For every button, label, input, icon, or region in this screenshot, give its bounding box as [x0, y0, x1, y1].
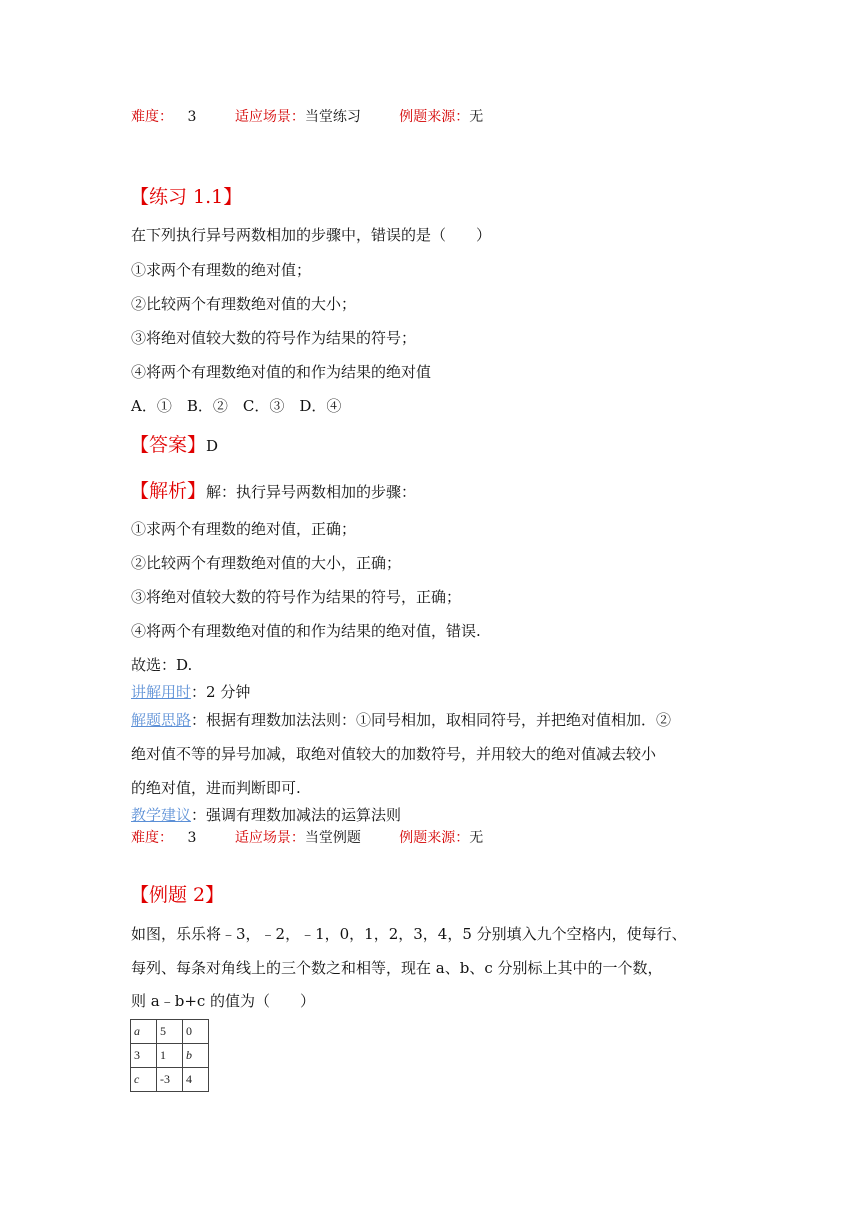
grid-cell: a	[131, 1020, 157, 1044]
difficulty-label: 难度：	[131, 830, 173, 846]
example-line-1: 如图，乐乐将﹣3，﹣2，﹣1，0，1，2，3，4，5 分别填入九个空格内，使每行、	[131, 925, 687, 943]
advice-label: 教学建议	[131, 806, 192, 824]
answer-line	[130, 430, 218, 457]
analysis-intro: 解：执行异号两数相加的步骤：	[206, 483, 417, 501]
scene-value: 当堂例题	[304, 830, 361, 846]
conclusion: 故选：D.	[131, 656, 193, 674]
grid-row	[131, 1020, 209, 1044]
analysis-line	[130, 476, 416, 503]
source-label: 例题来源：	[399, 830, 470, 846]
idea-line-1	[131, 709, 671, 730]
difficulty-value: 3	[187, 830, 197, 846]
example-heading: 【例题 2】	[130, 884, 225, 906]
scene-label: 适应场景：	[234, 109, 305, 125]
grid-cell: 5	[157, 1020, 183, 1044]
grid-cell: 1	[157, 1044, 183, 1068]
grid-cell: 4	[183, 1068, 209, 1092]
advice-text: ：强调有理数加减法的运算法则	[191, 806, 402, 824]
grid-row	[131, 1044, 209, 1068]
practice-step-3: ③将绝对值较大数的符号作为结果的符号；	[131, 329, 417, 347]
time-label: 讲解用时	[131, 683, 192, 701]
analysis-step-2: ②比较两个有理数绝对值的大小，正确；	[131, 554, 402, 572]
practice-step-4: ④将两个有理数绝对值的和作为结果的绝对值	[131, 363, 432, 381]
grid-cell: 3	[131, 1044, 157, 1068]
time-value: ：2 分钟	[191, 683, 251, 701]
example-line-3: 则 a﹣b+c 的值为（ ）	[131, 992, 316, 1010]
practice-options: A．① B．② C．③ D．④	[131, 397, 342, 415]
practice-step-2: ②比较两个有理数绝对值的大小；	[131, 295, 357, 313]
example-line-2: 每列、每条对角线上的三个数之和相等，现在 a、b、c 分别标上其中的一个数，	[131, 959, 663, 977]
grid-cell: -3	[157, 1068, 183, 1092]
analysis-step-3: ③将绝对值较大数的符号作为结果的符号，正确；	[131, 588, 462, 606]
analysis-heading: 【解析】	[130, 480, 207, 502]
grid-cell: 0	[183, 1020, 209, 1044]
idea-line-2: 绝对值不等的异号加减，取绝对值较大的加数符号，并用较大的绝对值减去较小	[131, 745, 657, 763]
idea-label: 解题思路	[131, 711, 192, 729]
practice-step-1: ①求两个有理数的绝对值；	[131, 261, 312, 279]
difficulty-label: 难度：	[131, 109, 173, 125]
time-line	[131, 681, 250, 702]
scene-label: 适应场景：	[234, 830, 305, 846]
idea-line-3: 的绝对值，进而判断即可.	[131, 779, 301, 797]
analysis-step-4: ④将两个有理数绝对值的和作为结果的绝对值，错误.	[131, 622, 481, 640]
analysis-step-1: ①求两个有理数的绝对值，正确；	[131, 520, 357, 538]
practice-heading: 【练习 1.1】	[130, 186, 243, 208]
magic-square-grid	[130, 1019, 209, 1092]
source-value: 无	[469, 830, 484, 846]
advice-line	[131, 804, 401, 825]
grid-cell: b	[183, 1044, 209, 1068]
difficulty-value: 3	[187, 109, 197, 125]
source-label: 例题来源：	[399, 109, 470, 125]
grid-row	[131, 1068, 209, 1092]
scene-value: 当堂练习	[304, 109, 361, 125]
practice-question: 在下列执行异号两数相加的步骤中，错误的是（ ）	[131, 226, 492, 244]
idea-text-1: ：根据有理数加法法则：①同号相加，取相同符号，并把绝对值相加．②	[191, 711, 672, 729]
answer-value: D	[206, 437, 219, 455]
source-value: 无	[469, 109, 484, 125]
meta-line-1	[131, 106, 483, 126]
meta-line-2	[131, 827, 483, 847]
answer-heading: 【答案】	[130, 434, 207, 456]
grid-cell: c	[131, 1068, 157, 1092]
